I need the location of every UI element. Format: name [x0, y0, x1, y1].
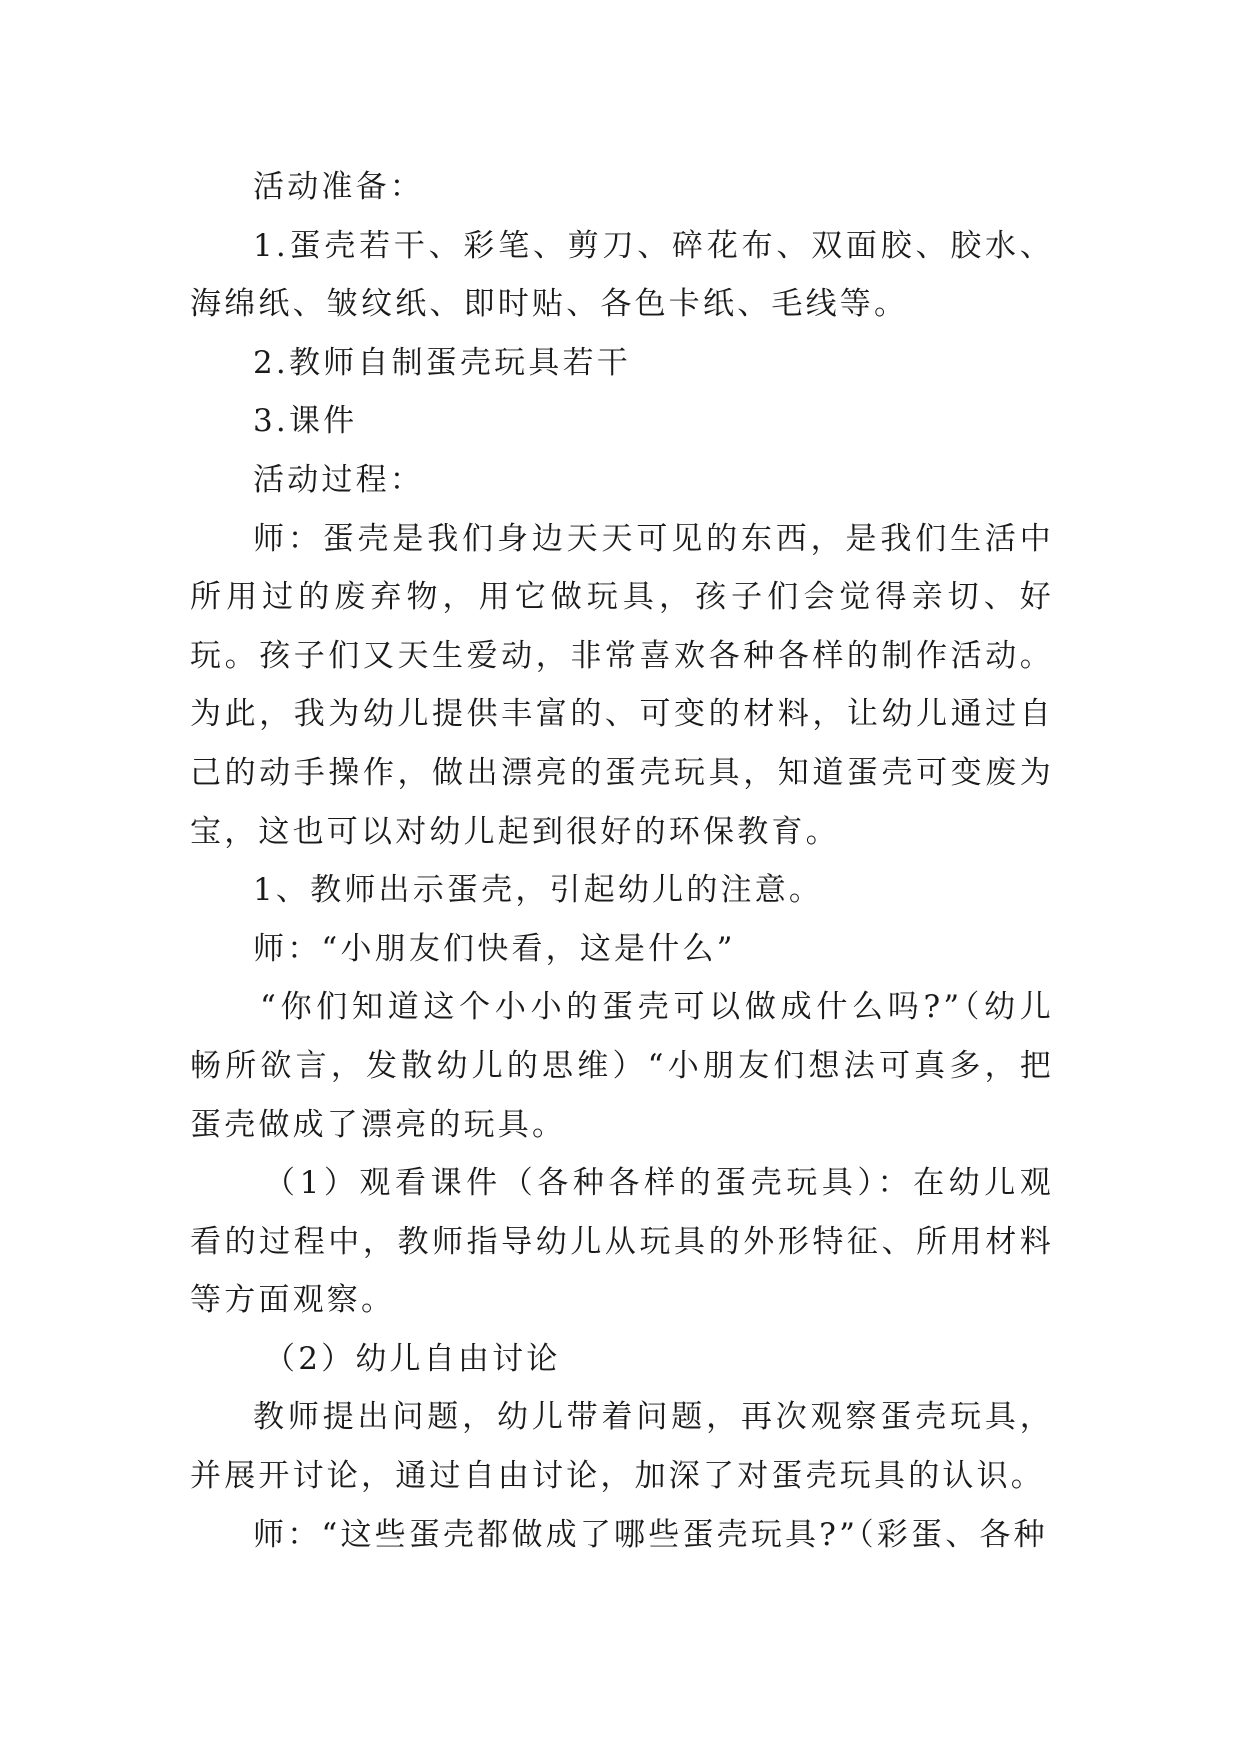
paragraph-materials-item-3: 3.课件 [253, 403, 358, 440]
paragraph-teacher-intro: 师：蛋壳是我们身边天天可见的东西，是我们生活中所用过的废弃物，用它做玩具，孩子们会觉得亲切、好玩。孩子们又天生爱动，非常喜欢各种各样的制作活动。为此，我为幼儿提供丰富的、可变的材料，让幼儿通过自己的动手操作，做出漂亮的蛋壳玩具，知道蛋壳可变废为宝，这也可以对幼儿起到很好的环保教育。 [190, 520, 1054, 850]
paragraph-step-1: 1、教师出示蛋壳，引起幼儿的注意。 [253, 872, 824, 909]
section-heading-preparation: 活动准备： [253, 169, 424, 205]
paragraph-substep-2: （2）幼儿自由讨论 [264, 1340, 561, 1377]
paragraph-teacher-questions: 教师提出问题，幼儿带着问题，再次观察蛋壳玩具，并展开讨论，通过自由讨论，加深了对蛋壳玩具的认识。 [190, 1399, 1054, 1495]
document-body [190, 158, 1054, 1564]
paragraph-materials-item-2: 2.教师自制蛋壳玩具若干 [253, 344, 631, 381]
paragraph-children-discussion: “你们知道这个小小的蛋壳可以做成什么吗?”（幼儿畅所欲言，发散幼儿的思维）“小朋友们想法可真多，把蛋壳做成了漂亮的玩具。 [190, 989, 1054, 1143]
paragraph-teacher-prompt: 师：“这些蛋壳都做成了哪些蛋壳玩具?”（彩蛋、各种 [253, 1516, 1048, 1553]
paragraph-teacher-question: 师：“小朋友们快看，这是什么” [253, 930, 736, 967]
paragraph-substep-1: （1）观看课件（各种各样的蛋壳玩具）：在幼儿观看的过程中，教师指导幼儿从玩具的外形特征、所用材料等方面观察。 [190, 1165, 1054, 1319]
paragraph-materials-item-1: 1.蛋壳若干、彩笔、剪刀、碎花布、双面胶、胶水、海绵纸、皱纹纸、即时贴、各色卡纸、毛线等。 [190, 227, 1054, 323]
section-heading-process: 活动过程： [253, 461, 424, 498]
